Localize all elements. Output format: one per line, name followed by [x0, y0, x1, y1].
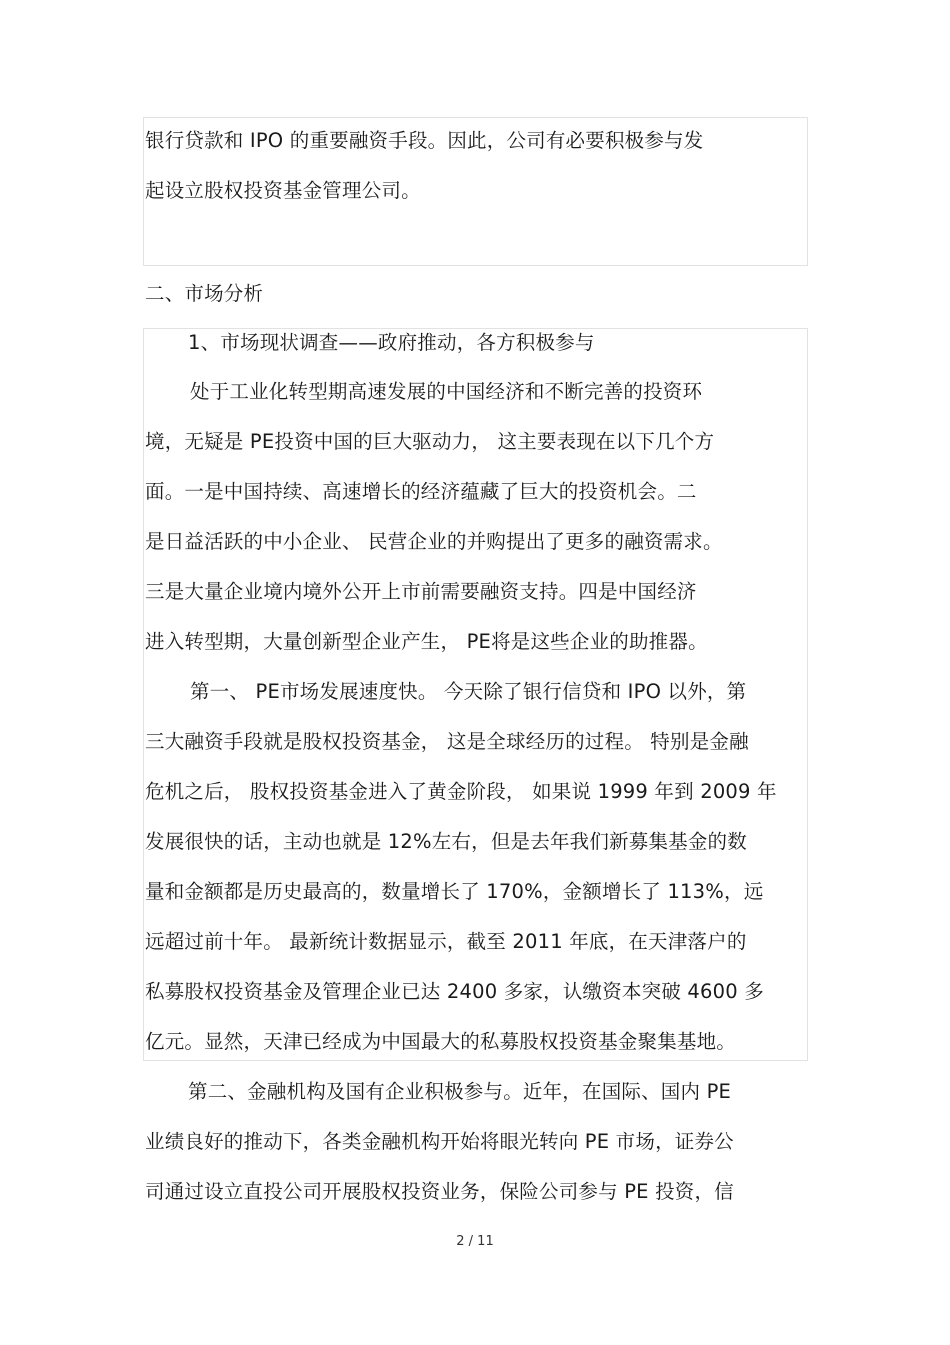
paragraph-line: 进入转型期，大量创新型企业产生， PE将是这些企业的助推器。	[145, 630, 708, 653]
section-heading: 二、市场分析	[145, 282, 264, 305]
paragraph-line: 境，无疑是 PE投资中国的巨大驱动力， 这主要表现在以下几个方	[145, 430, 715, 453]
paragraph-line: 起设立股权投资基金管理公司。	[145, 179, 421, 202]
paragraph-line: 发展很快的话，主动也就是 12%左右，但是去年我们新募集基金的数	[145, 830, 747, 853]
paragraph-line: 远超过前十年。 最新统计数据显示，截至 2011 年底，在天津落户的	[145, 930, 747, 953]
paragraph-line: 业绩良好的推动下，各类金融机构开始将眼光转向 PE 市场，证券公	[145, 1130, 734, 1153]
paragraph-line: 私募股权投资基金及管理企业已达 2400 多家，认缴资本突破 4600 多	[145, 980, 764, 1003]
page-number: 2 / 11	[456, 1234, 494, 1249]
paragraph-line: 第一、 PE市场发展速度快。 今天除了银行信贷和 IPO 以外，第	[190, 680, 747, 703]
subsection-heading: 1、市场现状调查——政府推动，各方积极参与	[188, 331, 595, 354]
paragraph-line: 亿元。显然，天津已经成为中国最大的私募股权投资基金聚集基地。	[145, 1030, 737, 1053]
paragraph-line: 处于工业化转型期高速发展的中国经济和不断完善的投资环	[190, 380, 703, 403]
paragraph-line: 三是大量企业境内境外公开上市前需要融资支持。四是中国经济	[145, 580, 697, 603]
paragraph-line: 量和金额都是历史最高的，数量增长了 170%，金额增长了 113%，远	[145, 880, 764, 903]
paragraph-line: 是日益活跃的中小企业、 民营企业的并购提出了更多的融资需求。	[145, 530, 723, 553]
paragraph-line: 危机之后， 股权投资基金进入了黄金阶段， 如果说 1999 年到 2009 年	[145, 780, 777, 803]
paragraph-line: 司通过设立直投公司开展股权投资业务，保险公司参与 PE 投资，信	[145, 1180, 734, 1203]
paragraph-line: 银行贷款和 IPO 的重要融资手段。因此，公司有必要积极参与发	[145, 129, 704, 152]
paragraph-line: 三大融资手段就是股权投资基金， 这是全球经历的过程。 特别是金融	[145, 730, 749, 753]
paragraph-line: 面。一是中国持续、高速增长的经济蕴藏了巨大的投资机会。二	[145, 480, 697, 503]
paragraph-line: 第二、金融机构及国有企业积极参与。近年，在国际、国内 PE	[188, 1080, 732, 1103]
